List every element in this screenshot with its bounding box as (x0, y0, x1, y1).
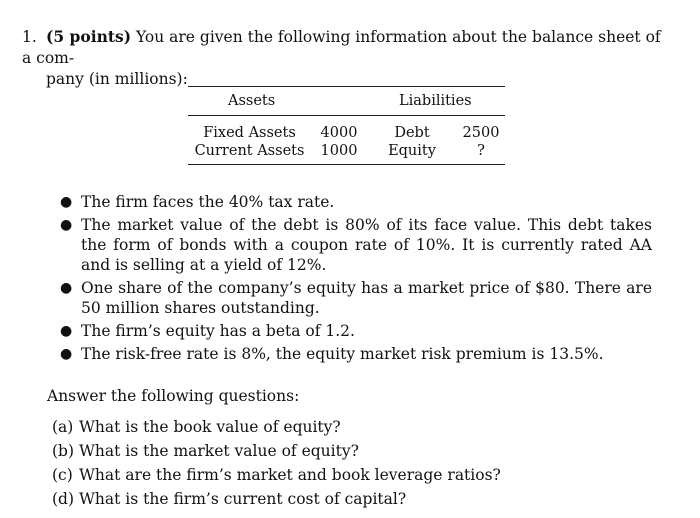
asset-label: Fixed Assets (203, 125, 296, 141)
liabilities-header: Liabilities (399, 93, 472, 109)
question-text: What is the firm’s current cost of capital? (79, 490, 407, 508)
list-item: ● The market value of the debt is 80% of its face value. This debt takes the form of bonds with a coupon rate of 10%. It is currently rated AA and is selling at a yield of 12%. (60, 216, 652, 274)
question-label: (d) (52, 490, 75, 508)
liability-label: Debt (394, 125, 430, 141)
questions-list (52, 417, 501, 513)
problem-points: (5 points) (46, 27, 132, 46)
question-label: (b) (52, 442, 75, 460)
asset-value: 4000 (320, 125, 358, 141)
bullet-icon: ● (60, 217, 73, 233)
problem-heading (22, 26, 662, 69)
problem-intro-line1: You are given the following information about the balance sheet of a com- (22, 28, 661, 67)
liability-value: 2500 (462, 125, 500, 141)
liability-value: ? (477, 143, 485, 159)
bullet-icon: ● (60, 280, 73, 296)
asset-value: 1000 (320, 143, 358, 159)
liability-label: Equity (388, 143, 436, 159)
balance-sheet-table (188, 86, 505, 165)
question-label: (a) (52, 418, 74, 436)
problem-statement (22, 26, 662, 90)
bullet-icon: ● (60, 323, 73, 339)
bullet-icon: ● (60, 194, 73, 210)
table-row (188, 124, 505, 142)
question-text: What is the market value of equity? (79, 442, 359, 460)
answer-prompt: Answer the following questions: (47, 387, 300, 405)
facts-list (60, 192, 652, 367)
list-item: ● The firm’s equity has a beta of 1.2. (60, 322, 355, 340)
question-text: What is the book value of equity? (79, 418, 341, 436)
table-row (188, 142, 505, 165)
question-item (52, 441, 501, 461)
balance-sheet-header-row (188, 87, 505, 116)
list-item: ● One share of the company’s equity has a market price of $80. There are 50 million shares outstanding. (60, 279, 652, 317)
question-text: What are the firm’s market and book leverage ratios? (79, 466, 501, 484)
problem-intro-line2: pany (in millions): (46, 70, 188, 88)
list-item: ● The firm faces the 40% tax rate. (60, 193, 335, 211)
asset-label: Current Assets (194, 143, 305, 159)
assets-header: Assets (228, 93, 276, 109)
list-item: ● The risk-free rate is 8%, the equity market risk premium is 13.5%. (60, 345, 604, 363)
question-item (52, 465, 501, 485)
question-item (52, 417, 501, 437)
problem-number: 1. (22, 28, 37, 46)
bullet-icon: ● (60, 346, 73, 362)
question-label: (c) (52, 466, 73, 484)
question-item (52, 489, 501, 509)
